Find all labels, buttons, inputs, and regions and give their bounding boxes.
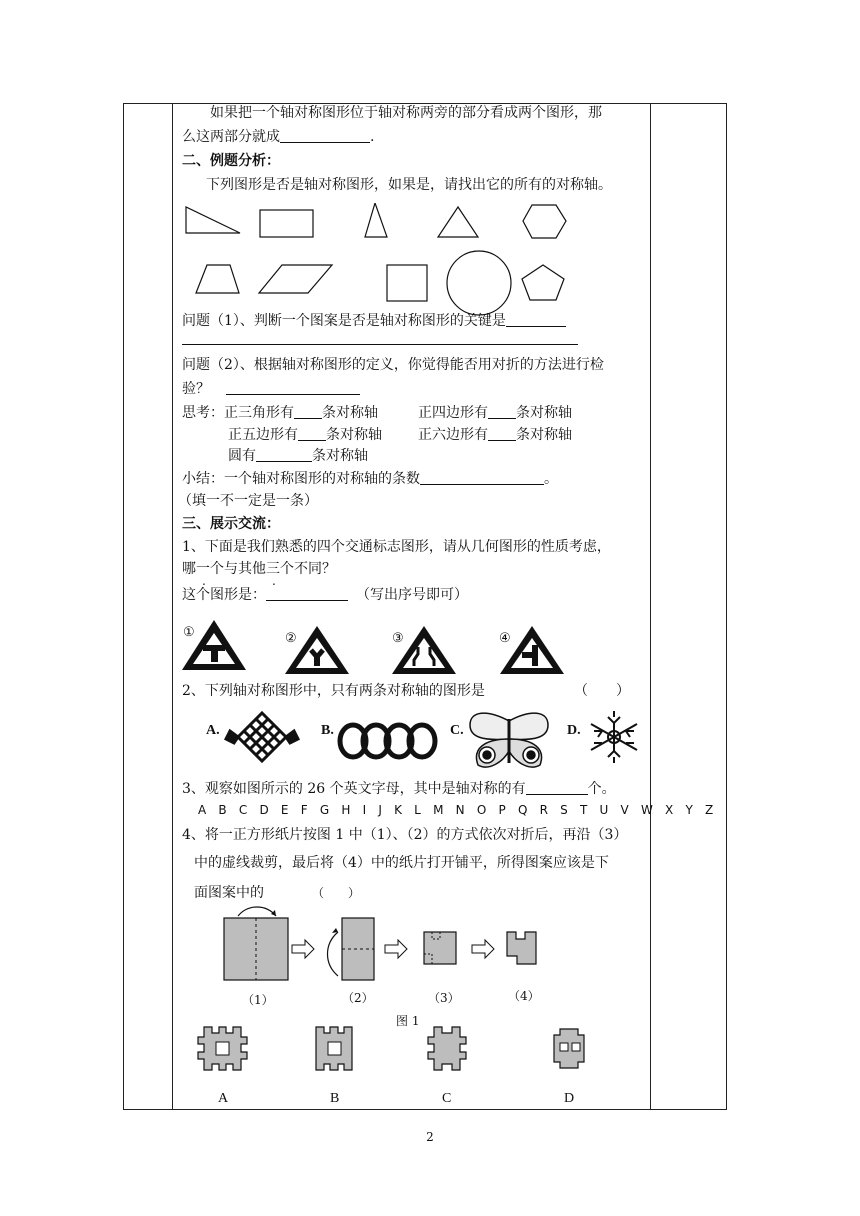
intro-line-1: 如果把一个轴对称图形位于轴对称两旁的部分看成两个图形，那 [210, 105, 602, 121]
butterfly-figure [470, 713, 548, 767]
think-hexagon: 正六边形有 条对称轴 [418, 427, 572, 443]
folding-diagram [182, 906, 646, 986]
olympic-rings-figure [340, 725, 435, 757]
exercise-4-line-1: 4、将一正方形纸片按图 1 中（1）、（2）的方式依次对折后，再沿（3） [182, 827, 628, 843]
sign-1-label: ① [183, 625, 195, 640]
question-2-blank[interactable] [226, 380, 360, 395]
parallelogram-shape [259, 265, 332, 293]
section-2-title: 二、例题分析： [182, 153, 280, 169]
summary-line: 小结：一个轴对称图形的对称轴的条数 。 [182, 471, 558, 487]
hexagon-axes-blank[interactable] [488, 426, 516, 441]
figure-caption: 图 1 [396, 1014, 420, 1028]
option-d-label: D. [567, 723, 581, 738]
choice-b-label[interactable]: B [330, 1091, 340, 1106]
exercise-4-line-3: 面图案中的 [194, 885, 264, 901]
think-square: 正四边形有 条对称轴 [418, 405, 572, 421]
step-3-label: （3） [428, 991, 460, 1005]
exercise-2-figures [182, 707, 646, 771]
exercise-2-answer-paren[interactable]: （ ） [574, 683, 630, 699]
rectangle-shape [260, 210, 313, 237]
exercise-2-question: 2、下列轴对称图形中，只有两条对称轴的图形是 [182, 683, 485, 699]
alphabet-row: A B C D E F G H I J K L M N O P Q R S T U V W X Y Z [198, 803, 718, 817]
pentagon-axes-blank[interactable] [298, 426, 326, 441]
exercise-4-answer-paren[interactable]: （ ） [312, 886, 361, 900]
think-pentagon: 正五边形有 条对称轴 [228, 427, 382, 443]
think-row-1: 思考：正三角形有 条对称轴 [182, 405, 378, 421]
question-2-line-2: 验？ [182, 379, 360, 399]
page-number: 2 [426, 1130, 434, 1144]
sign-2-label: ② [285, 631, 297, 646]
exercise-1-answer: 这个图形是： （写出序号即可） [182, 587, 468, 603]
option-a-label: A. [206, 723, 220, 738]
square-shape [387, 265, 427, 301]
option-c-label: C. [450, 723, 464, 738]
think-circle: 圆有 条对称轴 [228, 448, 368, 464]
traffic-signs [182, 616, 646, 678]
step-1-label: （1） [242, 993, 274, 1007]
summary-blank[interactable] [420, 470, 544, 485]
choice-d-label[interactable]: D [564, 1091, 575, 1106]
main-cell [178, 103, 718, 1110]
option-b-label: B. [321, 723, 334, 738]
sign-4-label: ④ [499, 631, 511, 646]
sign-4-side-road [500, 626, 564, 674]
question-2-line-1: 问题（2）、根据轴对称图形的定义，你觉得能否用对折的方法进行检 [182, 357, 604, 373]
choice-a-label[interactable]: A [218, 1091, 229, 1106]
exercise-1-line-2: 哪一个与其他三个不同？ [182, 561, 336, 577]
square-axes-blank[interactable] [488, 404, 516, 419]
intro-blank[interactable] [280, 128, 370, 143]
sign-3-label: ③ [392, 631, 404, 646]
exercise-1-line-1: 1、下面是我们熟悉的四个交通标志图形，请从几何图形的性质考虑， [182, 539, 611, 555]
exercise-3-question: 3、观察如图所示的 26 个英文字母，其中是轴对称的有 个。 [182, 781, 616, 797]
exercise-1-blank[interactable] [266, 586, 348, 601]
exercise-3-blank[interactable] [526, 780, 588, 795]
table-divider-left [172, 103, 173, 1110]
question-1: 问题（1）、判断一个图案是否是轴对称图形的关键是 [182, 311, 566, 331]
section-2-prompt: 下列图形是否是轴对称图形，如果是，请找出它的所有的对称轴。 [206, 177, 612, 193]
snowflake-figure [591, 711, 637, 763]
exercise-4-line-2: 中的虚线裁剪，最后将（4）中的纸片打开铺平，所得图案应该是下 [194, 855, 609, 871]
triangle-axes-blank[interactable] [294, 404, 322, 419]
pentagon-shape [522, 265, 564, 300]
trapezoid-shape [196, 265, 239, 293]
sign-3-road-narrows [392, 626, 456, 674]
circle-shape [447, 251, 511, 315]
endless-knot-figure [226, 713, 298, 761]
question-1-blank[interactable] [506, 312, 566, 327]
intro-line-2: 么这两部分就成 . [182, 129, 375, 145]
right-triangle-shape [186, 207, 240, 233]
circle-axes-blank[interactable] [256, 447, 312, 462]
equilateral-triangle-shape [438, 207, 478, 237]
question-1-answer-line[interactable] [182, 344, 578, 345]
sign-2-y-junction [285, 626, 349, 674]
step-2-label: （2） [342, 991, 374, 1005]
summary-hint: （填一不一定是一条） [178, 493, 318, 509]
choice-c-shape [428, 1027, 466, 1070]
table-divider-right [650, 103, 651, 1110]
isosceles-triangle-shape [365, 203, 387, 237]
exercise-4-choices [182, 1021, 646, 1091]
example-shapes [182, 203, 646, 323]
sign-1-t-junction [182, 620, 246, 670]
hexagon-shape [523, 205, 566, 238]
step-4-label: （4） [508, 989, 540, 1003]
choice-c-label[interactable]: C [442, 1091, 452, 1106]
section-3-title: 三、展示交流： [182, 516, 280, 532]
